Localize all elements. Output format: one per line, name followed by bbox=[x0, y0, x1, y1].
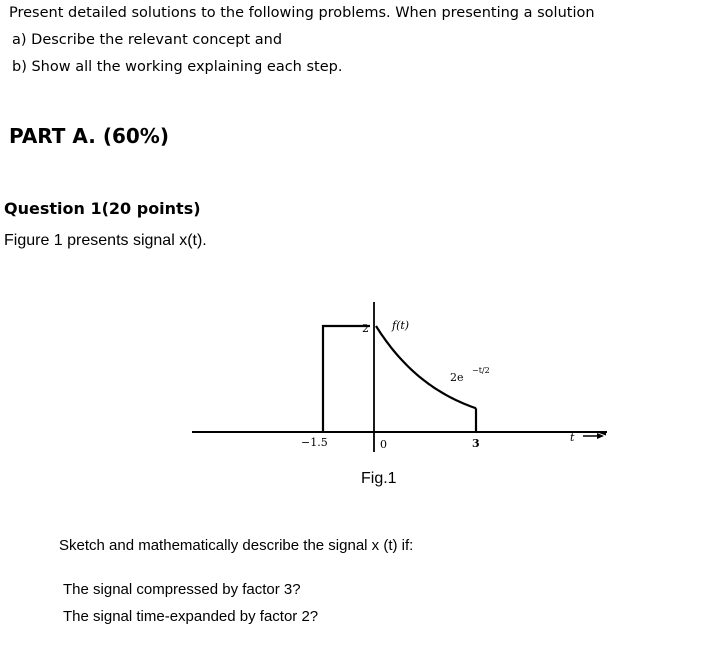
task-item-expand: The signal time-expanded by factor 2? bbox=[63, 608, 319, 625]
curve-label-base: 2e bbox=[450, 371, 464, 384]
question-statement: Figure 1 presents signal x(t). bbox=[4, 232, 207, 249]
peak-label: 2 bbox=[362, 322, 369, 335]
tick-label-three: 3 bbox=[472, 437, 480, 450]
instructions-line-3: b) Show all the working explaining each step. bbox=[12, 59, 343, 75]
instructions-line-1: Present detailed solutions to the following problems. When presenting a solution bbox=[9, 5, 595, 21]
part-heading: PART A. (60%) bbox=[9, 124, 169, 148]
task-item-compress: The signal compressed by factor 3? bbox=[63, 581, 301, 598]
question-title: Question 1(20 points) bbox=[4, 199, 201, 218]
y-axis-label: f(t) bbox=[392, 319, 410, 332]
task-prompt: Sketch and mathematically describe the signal x (t) if: bbox=[59, 537, 414, 554]
t-axis-label: t bbox=[570, 431, 575, 444]
tick-label-neg: −1.5 bbox=[301, 436, 328, 449]
exponential-decay-curve bbox=[376, 326, 476, 408]
figure-caption: Fig.1 bbox=[361, 470, 397, 487]
instructions-line-2: a) Describe the relevant concept and bbox=[12, 32, 283, 48]
tick-label-zero: 0 bbox=[380, 438, 387, 451]
curve-label-exponent: −t/2 bbox=[472, 366, 490, 375]
rect-pulse-segment bbox=[323, 326, 370, 432]
